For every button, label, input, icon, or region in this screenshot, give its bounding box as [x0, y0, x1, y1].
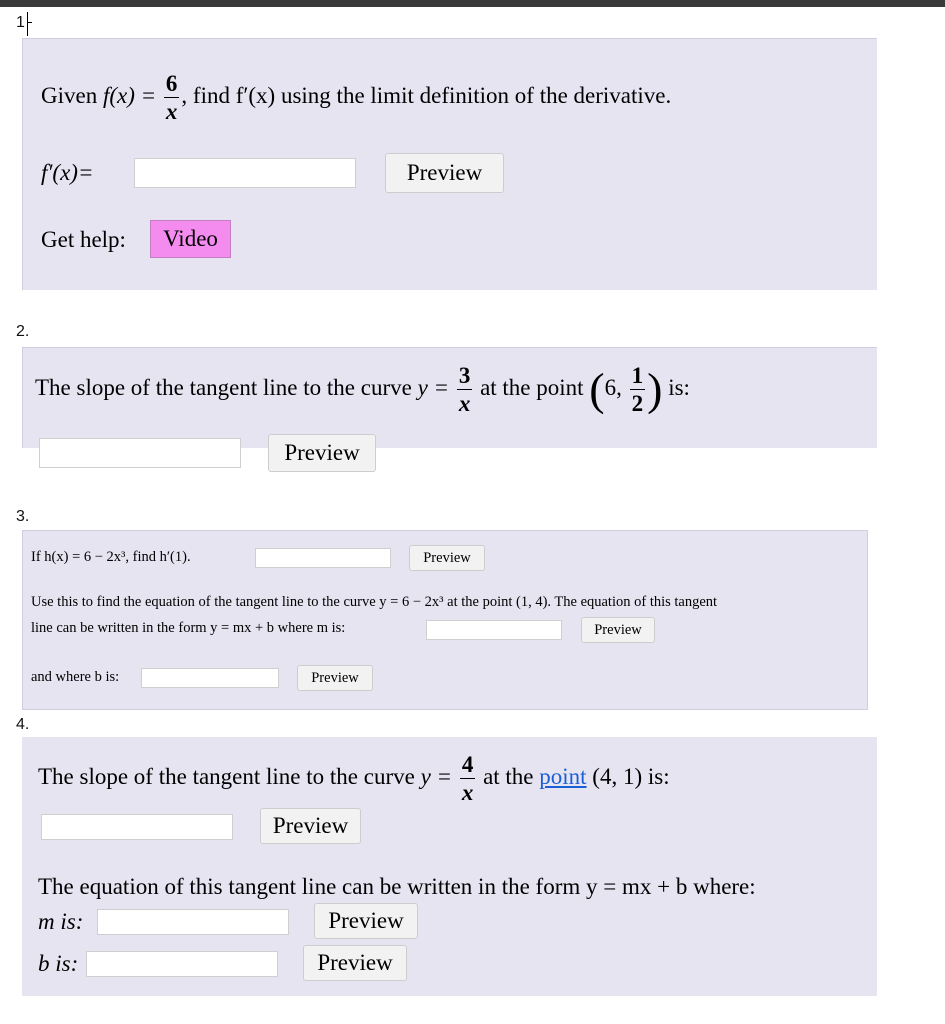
q2-text-b: at the point	[480, 374, 584, 400]
question-2-prompt	[35, 364, 690, 415]
q4-text-a: The slope of the tangent line to the curve	[38, 763, 415, 789]
q1-function-lhs: f(x) =	[102, 82, 157, 108]
q2-preview-button[interactable]: Preview	[268, 434, 376, 472]
q2-fraction	[457, 364, 473, 415]
q3-part3-label: and where b is:	[31, 669, 120, 685]
q3-m-preview-button[interactable]: Preview	[581, 617, 655, 643]
q4-m-label: m is:	[38, 909, 84, 934]
q3-part2-line2: line can be written in the form y = mx + b where m is:	[31, 620, 346, 636]
question-2-panel	[22, 347, 877, 465]
q1-fraction	[164, 72, 180, 123]
q2-right-paren: )	[647, 363, 663, 415]
question-4-panel	[22, 737, 877, 996]
q2-frac-num: 3	[458, 363, 471, 388]
text-cursor	[27, 12, 28, 36]
q3-part1-prompt: If h(x) = 6 − 2x³, find h′(1).	[31, 549, 191, 565]
q4-slope-input[interactable]	[41, 814, 233, 840]
q3-m-input[interactable]	[426, 620, 562, 640]
q4-b-preview-button[interactable]: Preview	[303, 945, 407, 981]
q1-help-label: Get help:	[41, 227, 126, 252]
question-3-panel	[22, 530, 868, 710]
q2-point-y-den: 2	[631, 391, 644, 416]
q2-eq: y =	[417, 374, 450, 400]
question-4-number: 4.	[16, 716, 30, 733]
question-1-number: 1	[16, 14, 25, 31]
q2-point-y-num: 1	[631, 363, 644, 388]
q1-video-button[interactable]: Video	[150, 220, 231, 258]
q2-text-c: is:	[668, 374, 690, 400]
q1-given: Given	[41, 82, 98, 108]
q2-point-y-fraction	[630, 364, 646, 415]
q2-text-a: The slope of the tangent line to the curve	[35, 374, 412, 400]
q4-b-input[interactable]	[86, 951, 278, 977]
q1-preview-button[interactable]: Preview	[385, 153, 504, 193]
q2-point-x: 6,	[604, 374, 622, 400]
q3-part2-line1: Use this to find the equation of the tangent line to the curve y = 6 − 2x³ at the point (1, 4). The equation of this tangent	[31, 594, 718, 610]
question-1-prompt	[41, 72, 671, 123]
q4-b-label: b is:	[38, 951, 79, 976]
q1-frac-den: x	[165, 99, 178, 124]
q1-prompt-rest: , find f′(x) using the limit definition of the derivative.	[181, 82, 672, 108]
question-1-panel	[22, 38, 877, 290]
question-3-number: 3.	[16, 508, 30, 525]
q4-point: (4, 1) is:	[592, 763, 670, 789]
q2-left-paren: (	[589, 363, 605, 415]
q4-form-text: The equation of this tangent line can be written in the form y = mx + b where:	[38, 874, 756, 899]
q4-point-link[interactable]: point	[539, 763, 587, 789]
q4-m-input[interactable]	[97, 909, 289, 935]
q3-part1-preview-button[interactable]: Preview	[409, 545, 485, 571]
q1-answer-label: f′(x)=	[41, 160, 94, 185]
question-2-number: 2.	[16, 323, 30, 340]
q4-m-preview-button[interactable]: Preview	[314, 903, 418, 939]
q4-eq: y =	[420, 763, 453, 789]
question-4-prompt	[38, 753, 670, 804]
q1-answer-input[interactable]	[134, 158, 356, 188]
top-bar	[0, 0, 945, 7]
q4-text-b: at the	[483, 763, 534, 789]
q3-part1-input[interactable]	[255, 548, 391, 568]
q1-frac-num: 6	[165, 71, 178, 96]
text-cursor-bar	[27, 22, 32, 23]
q2-answer-input[interactable]	[39, 438, 241, 468]
q3-b-preview-button[interactable]: Preview	[297, 665, 373, 691]
q3-b-input[interactable]	[141, 668, 279, 688]
q4-frac-den: x	[461, 780, 474, 805]
q2-frac-den: x	[458, 391, 471, 416]
q4-fraction	[460, 753, 476, 804]
q4-slope-preview-button[interactable]: Preview	[260, 808, 361, 844]
q4-frac-num: 4	[461, 752, 474, 777]
